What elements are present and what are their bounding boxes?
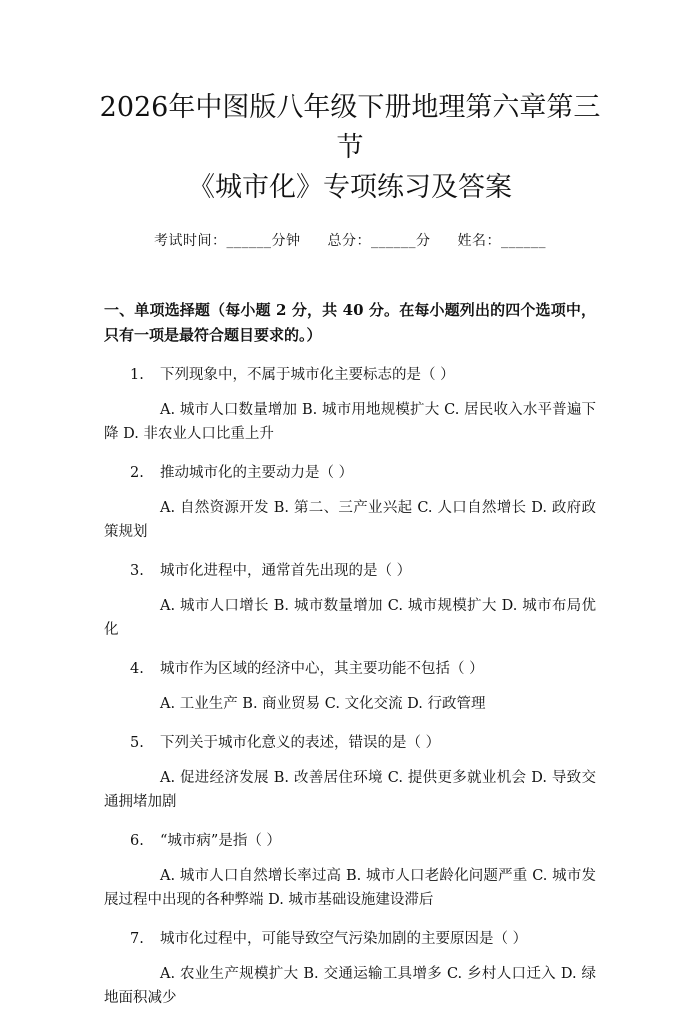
question-options: A. 城市人口数量增加 B. 城市用地规模扩大 C. 居民收入水平普遍下降 D. 非农业人口比重上升	[104, 402, 596, 442]
section-heading: 一、单项选择题（每小题 2 分，共 40 分。在每小题列出的四个选项中，只有一项是最符合题目要求的。）	[104, 301, 596, 344]
question-number: 1.	[130, 367, 144, 383]
question-item	[104, 928, 596, 1010]
exam-info	[104, 230, 596, 250]
title-line-1: 2026年中图版八年级下册地理第六章第三节	[99, 92, 601, 163]
question-number: 4.	[130, 661, 144, 677]
student-name-label: 姓名：______	[457, 233, 546, 249]
exam-time-label: 考试时间：______分钟	[154, 233, 301, 249]
question-stem	[104, 462, 596, 484]
question-stem	[104, 732, 596, 754]
question-options: A. 自然资源开发 B. 第二、三产业兴起 C. 人口自然增长 D. 政府政策规划	[104, 500, 596, 540]
question-text: 城市化进程中，通常首先出现的是（ ）	[160, 563, 412, 579]
question-number: 5.	[130, 735, 144, 751]
question-text: “城市病”是指（ ）	[160, 833, 281, 849]
question-options: A. 城市人口增长 B. 城市数量增加 C. 城市规模扩大 D. 城市布局优化	[104, 598, 596, 638]
question-stem	[104, 830, 596, 852]
question-number: 3.	[130, 563, 144, 579]
question-options: A. 城市人口自然增长率过高 B. 城市人口老龄化问题严重 C. 城市发展过程中出现的各种弊端 D. 城市基础设施建设滞后	[104, 868, 596, 908]
question-options: A. 农业生产规模扩大 B. 交通运输工具增多 C. 乡村人口迁入 D. 绿地面积减少	[104, 966, 596, 1006]
question-number: 6.	[130, 833, 144, 849]
question-number: 7.	[130, 931, 144, 947]
title-line-2: 《城市化》专项练习及答案	[188, 172, 512, 203]
question-item	[104, 658, 596, 716]
total-score-label: 总分：______分	[327, 233, 431, 249]
question-stem	[104, 928, 596, 950]
document-title	[94, 88, 606, 208]
question-text: 下列关于城市化意义的表述，错误的是（ ）	[160, 735, 441, 751]
question-stem	[104, 364, 596, 386]
question-text: 推动城市化的主要动力是（ ）	[160, 465, 354, 481]
question-item	[104, 560, 596, 642]
question-options: A. 工业生产 B. 商业贸易 C. 文化交流 D. 行政管理	[160, 696, 486, 712]
question-stem	[104, 658, 596, 680]
question-text: 城市化过程中，可能导致空气污染加剧的主要原因是（ ）	[160, 931, 528, 947]
question-item	[104, 732, 596, 814]
question-number: 2.	[130, 465, 144, 481]
question-stem	[104, 560, 596, 582]
question-text: 下列现象中，不属于城市化主要标志的是（ ）	[160, 367, 455, 383]
question-item	[104, 364, 596, 446]
question-item	[104, 462, 596, 544]
question-text: 城市作为区域的经济中心，其主要功能不包括（ ）	[160, 661, 484, 677]
question-options: A. 促进经济发展 B. 改善居住环境 C. 提供更多就业机会 D. 导致交通拥堵加剧	[104, 770, 596, 810]
question-item	[104, 830, 596, 912]
